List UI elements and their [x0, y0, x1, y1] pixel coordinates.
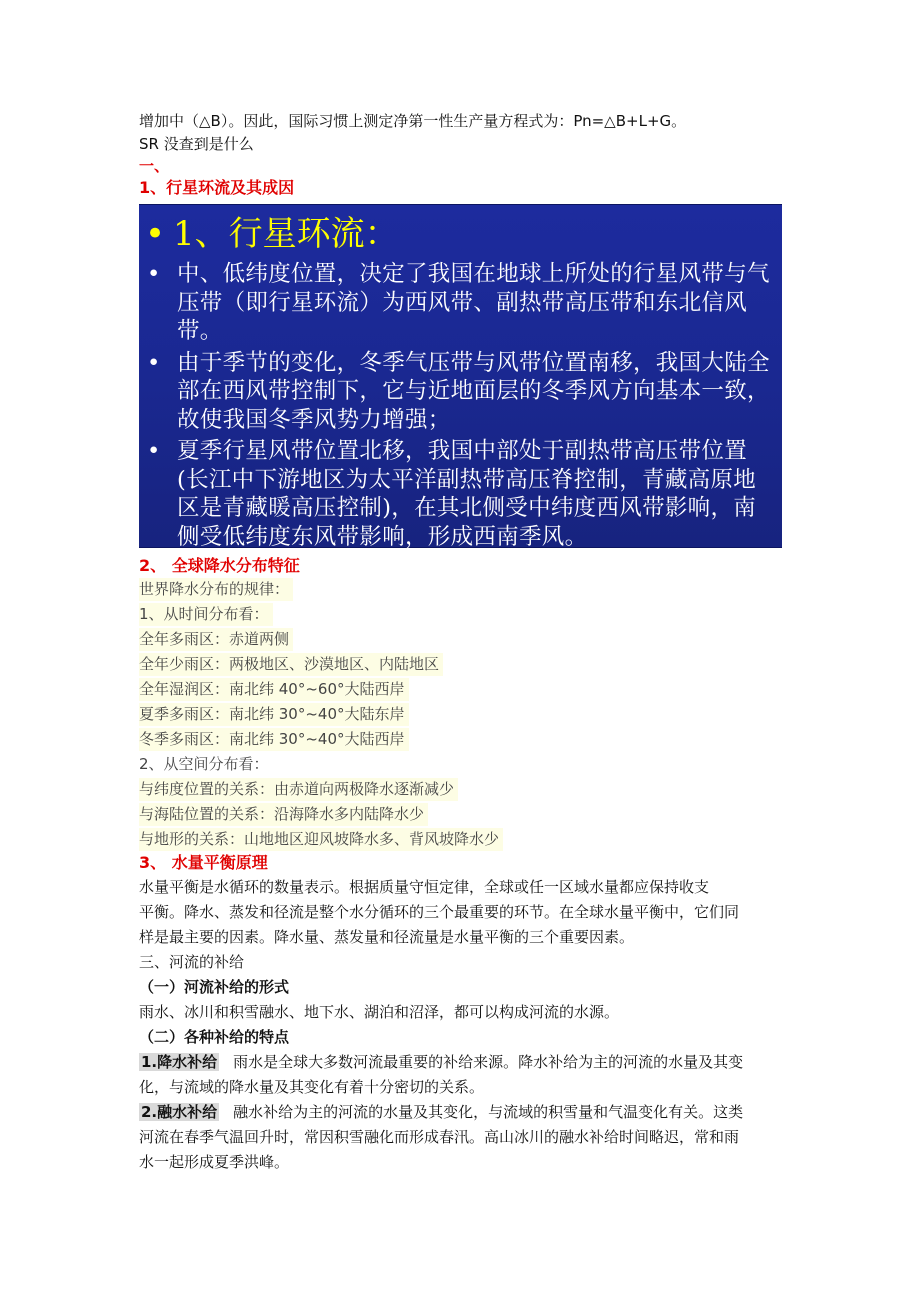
section1-title: 1、行星环流及其成因: [139, 178, 295, 197]
bullet-icon: •: [147, 438, 161, 464]
list-item: 夏季多雨区：南北纬 30°~40°大陆东岸: [139, 703, 409, 726]
sub1-title: （一）河流补给的形式: [139, 978, 290, 996]
list-item: 2、从空间分布看：: [139, 755, 269, 773]
list-item: 1、从时间分布看：: [139, 603, 273, 626]
slide-bullet-text: 中、低纬度位置，决定了我国在地球上所处的行星风带与气压带（即行星环流）为西风带、副热带高压带和东北信风带。: [177, 261, 770, 344]
slide-title-text: 1、行星环流：: [173, 214, 399, 254]
paragraph-line: 平衡。降水、蒸发和径流是整个水分循环的三个最重要的环节。在全球水量平衡中，它们同: [139, 903, 740, 921]
list-item: 与纬度位置的关系：由赤道向两极降水逐渐减少: [139, 778, 458, 801]
paragraph-line: 河流在春季气温回升时，常因积雪融化而形成春汛。高山冰川的融水补给时间略迟，常和雨: [139, 1128, 740, 1146]
section2-list: [139, 578, 789, 851]
item1-tag: 1.降水补给: [141, 1053, 218, 1071]
bullet-icon: •: [147, 349, 161, 376]
intro-line-2: SR 没查到是什么: [139, 135, 254, 153]
slide-bullet: [145, 349, 774, 435]
list-item: 世界降水分布的规律：: [139, 578, 293, 601]
section2-title: 2、 全球降水分布特征: [139, 556, 300, 575]
document-body: [139, 110, 789, 1175]
intro-line-1: 增加中（△B）。因此，国际习惯上测定净第一性生产量方程式为：Pn=△B+L+G。: [139, 112, 687, 130]
slide-title: [145, 211, 774, 257]
bullet-icon: •: [147, 261, 161, 287]
paragraph-line: 水一起形成夏季洪峰。: [139, 1153, 290, 1171]
list-item: 冬季多雨区：南北纬 30°~40°大陆西岸: [139, 728, 409, 751]
paragraph-line: 化，与流域的降水量及其变化有着十分密切的关系。: [139, 1078, 485, 1096]
slide-image: [139, 204, 782, 548]
item1-paragraph: [139, 1050, 789, 1100]
slide-bullet: [145, 437, 774, 551]
paragraph-line: 融水补给为主的河流的水量及其变化，与流域的积雪量和气温变化有关。这类: [233, 1103, 744, 1121]
bullet-icon: •: [145, 214, 166, 254]
section3-paragraph: [139, 875, 789, 950]
heading-three: 三、河流的补给: [139, 953, 245, 971]
sub1-text: 雨水、冰川和积雪融水、地下水、湖泊和沼泽，都可以构成河流的水源。: [139, 1003, 620, 1021]
item2-paragraph: [139, 1100, 789, 1175]
paragraph-line: 水量平衡是水循环的数量表示。根据质量守恒定律，全球或任一区域水量都应保持收支: [139, 878, 710, 896]
sub2-title: （二）各种补给的特点: [139, 1028, 290, 1046]
list-item: 全年湿润区：南北纬 40°~60°大陆西岸: [139, 678, 409, 701]
heading-one: 一、: [139, 157, 170, 175]
slide-bullet-text: 夏季行星风带位置北移，我国中部处于副热带高压带位置(长江中下游地区为太平洋副热带高压脊控制，青藏高原地区是青藏暖高压控制)，在其北侧受中纬度西风带影响，南侧受低纬度东风带影响，形成西南季风。: [177, 438, 757, 550]
slide-bullet: [145, 260, 774, 346]
section3-title: 3、 水量平衡原理: [139, 853, 268, 872]
list-item: 与地形的关系：山地地区迎风坡降水多、背风坡降水少: [139, 828, 503, 851]
slide-bullet-text: 由于季节的变化，冬季气压带与风带位置南移，我国大陆全部在西风带控制下，它与近地面层的冬季风方向基本一致，故使我国冬季风势力增强；: [177, 349, 770, 433]
list-item: 全年多雨区：赤道两侧: [139, 628, 293, 651]
paragraph-line: 雨水是全球大多数河流最重要的补给来源。降水补给为主的河流的水量及其变: [233, 1053, 744, 1071]
item2-tag: 2.融水补给: [141, 1103, 218, 1121]
paragraph-line: 样是最主要的因素。降水量、蒸发量和径流量是水量平衡的三个重要因素。: [139, 928, 635, 946]
list-item: 全年少雨区：两极地区、沙漠地区、内陆地区: [139, 653, 443, 676]
list-item: 与海陆位置的关系：沿海降水多内陆降水少: [139, 803, 428, 826]
